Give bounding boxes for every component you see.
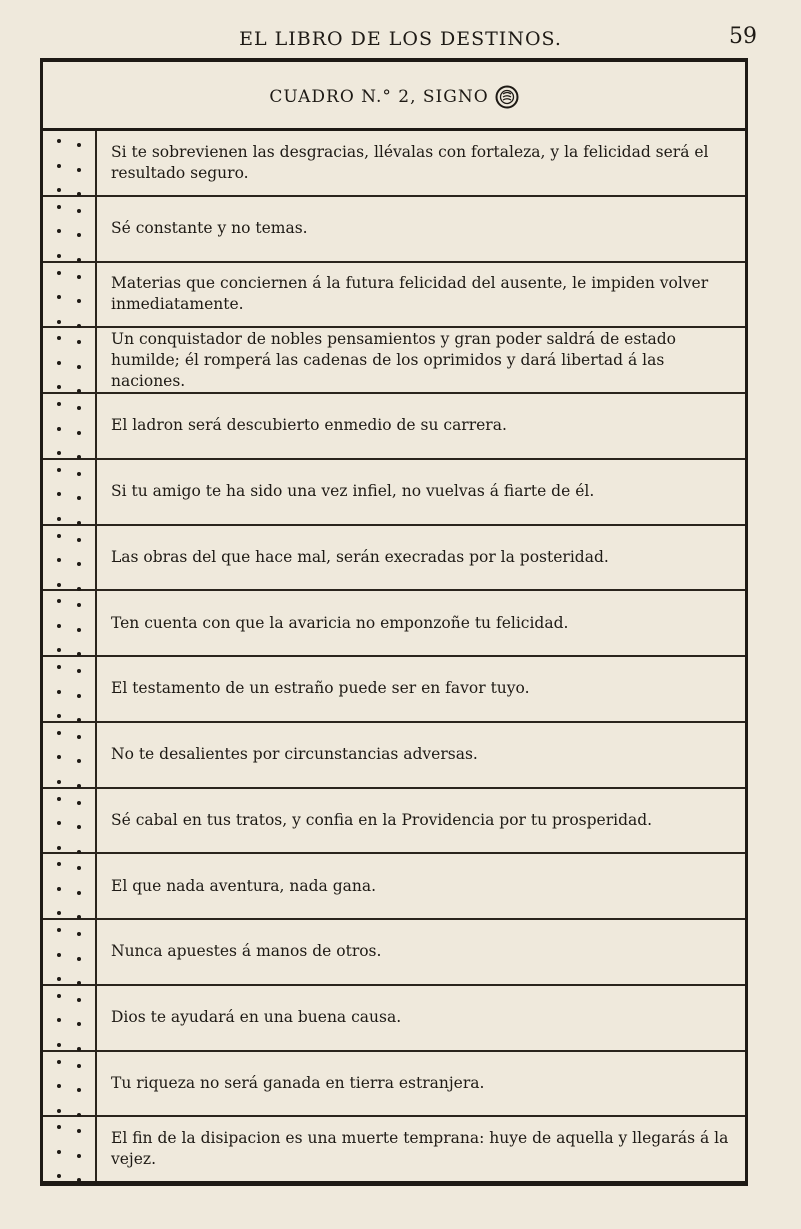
dot-mark [77, 209, 81, 213]
dot-mark [77, 233, 81, 237]
table-row [43, 460, 745, 526]
dot-mark [57, 427, 61, 431]
table-row [43, 1052, 745, 1118]
dot-mark [57, 755, 61, 759]
dot-mark [77, 801, 81, 805]
dot-mark [77, 1088, 81, 1092]
dot-mark [57, 385, 61, 389]
table-heading-text: CUADRO N.° 2, SIGNO [269, 87, 489, 107]
dot-mark [77, 998, 81, 1002]
prophecy-text: Las obras del que hace mal, serán execradas por la posteridad. [111, 547, 609, 566]
dot-mark [57, 164, 61, 168]
prophecy-text: No te desalientes por circunstancias adversas. [111, 745, 478, 764]
dot-pattern [43, 657, 97, 721]
dot-mark [77, 562, 81, 566]
table-row [43, 526, 745, 592]
dot-mark [57, 1018, 61, 1022]
table-row [43, 657, 745, 723]
dot-mark [57, 517, 61, 521]
dot-mark [77, 299, 81, 303]
dot-mark [57, 1043, 61, 1047]
dot-mark [57, 558, 61, 562]
dot-pattern [43, 591, 97, 655]
dot-mark [77, 431, 81, 435]
dot-pattern [43, 854, 97, 918]
table-row [43, 197, 745, 263]
dot-mark [57, 887, 61, 891]
dot-mark [77, 192, 81, 196]
dot-mark [57, 320, 61, 324]
dot-mark [77, 628, 81, 632]
running-title: EL LIBRO DE LOS DESTINOS. [239, 28, 562, 50]
dot-mark [57, 492, 61, 496]
prophecy-rows [43, 128, 745, 1181]
prophecy-text: Dios te ayudará en una buena causa. [111, 1008, 402, 1027]
dot-mark [57, 780, 61, 784]
dot-mark [77, 521, 81, 525]
dot-mark [57, 731, 61, 735]
dot-pattern [43, 328, 97, 392]
table-heading [43, 72, 745, 122]
dot-mark [77, 168, 81, 172]
dot-mark [57, 534, 61, 538]
dot-mark [77, 784, 81, 788]
dot-mark [77, 825, 81, 829]
dot-mark [57, 1084, 61, 1088]
dot-mark [77, 718, 81, 722]
dot-mark [57, 846, 61, 850]
table-row [43, 591, 745, 657]
dot-mark [57, 188, 61, 192]
dot-mark [57, 624, 61, 628]
dot-pattern [43, 1052, 97, 1116]
prophecy-text: Sé constante y no temas. [111, 219, 308, 238]
prophecy-text: Tu riqueza no será ganada en tierra estranjera. [111, 1073, 485, 1092]
dot-mark [57, 1109, 61, 1113]
dot-pattern [43, 394, 97, 458]
dot-mark [77, 694, 81, 698]
dot-pattern [43, 920, 97, 984]
zodiac-sign-icon [495, 85, 519, 109]
dot-mark [57, 336, 61, 340]
prophecy-text: Un conquistador de nobles pensamientos y gran poder saldrá de estado humilde; él romperá las cadenas de los oprimidos y dará libertad á las naciones. [111, 329, 677, 390]
dot-mark [77, 455, 81, 459]
dot-mark [77, 143, 81, 147]
dot-pattern [43, 526, 97, 590]
dot-mark [77, 1064, 81, 1068]
dot-mark [57, 361, 61, 365]
dot-mark [77, 759, 81, 763]
dot-mark [77, 406, 81, 410]
dot-mark [77, 957, 81, 961]
dot-mark [77, 866, 81, 870]
dot-mark [77, 981, 81, 985]
table-row [43, 328, 745, 394]
dot-pattern [43, 1117, 97, 1181]
dot-mark [77, 538, 81, 542]
dot-mark [77, 472, 81, 476]
dot-mark [57, 911, 61, 915]
dot-mark [77, 652, 81, 656]
dot-mark [57, 229, 61, 233]
prophecy-text: Ten cuenta con que la avaricia no emponzoñe tu felicidad. [111, 613, 569, 632]
dot-mark [77, 1047, 81, 1051]
dot-pattern [43, 131, 97, 195]
dot-mark [77, 735, 81, 739]
dot-mark [57, 953, 61, 957]
dot-mark [77, 496, 81, 500]
dot-mark [77, 275, 81, 279]
dot-mark [57, 205, 61, 209]
prophecy-text: Materias que conciernen á la futura felicidad del ausente, le impiden volver inmediatamente. [111, 274, 709, 314]
dot-mark [57, 1150, 61, 1154]
dot-mark [57, 583, 61, 587]
dot-mark [77, 1022, 81, 1026]
dot-mark [57, 1125, 61, 1129]
prophecy-text: Sé cabal en tus tratos, y confia en la Providencia por tu prosperidad. [111, 810, 653, 829]
prophecy-text: El ladron será descubierto enmedio de su carrera. [111, 416, 507, 435]
prophecy-text: Si te sobrevienen las desgracias, llévalas con fortaleza, y la felicidad será el resultado seguro. [111, 142, 709, 182]
running-head [0, 20, 801, 56]
prophecy-text: Nunca apuestes á manos de otros. [111, 942, 382, 961]
table-row [43, 263, 745, 329]
dot-mark [57, 928, 61, 932]
table-row [43, 789, 745, 855]
dot-mark [57, 994, 61, 998]
dot-mark [57, 402, 61, 406]
dot-mark [77, 1154, 81, 1158]
dot-mark [77, 850, 81, 854]
dot-mark [77, 891, 81, 895]
dot-pattern [43, 789, 97, 853]
dot-mark [77, 915, 81, 919]
prophecy-text: El testamento de un estraño puede ser en favor tuyo. [111, 679, 530, 698]
dot-mark [57, 797, 61, 801]
dot-mark [77, 1129, 81, 1133]
dot-pattern [43, 986, 97, 1050]
dot-mark [77, 324, 81, 328]
dot-mark [77, 389, 81, 393]
dot-pattern [43, 263, 97, 327]
dot-mark [77, 932, 81, 936]
dot-mark [77, 365, 81, 369]
dot-mark [57, 1060, 61, 1064]
table-row [43, 394, 745, 460]
dot-pattern [43, 723, 97, 787]
dot-mark [57, 665, 61, 669]
dot-mark [57, 139, 61, 143]
dot-mark [57, 690, 61, 694]
table-row [43, 131, 745, 197]
dot-mark [57, 468, 61, 472]
dot-mark [57, 821, 61, 825]
dot-mark [57, 271, 61, 275]
prophecy-text: El que nada aventura, nada gana. [111, 876, 377, 895]
destiny-table [40, 58, 748, 1186]
dot-mark [57, 254, 61, 258]
table-row [43, 1117, 745, 1181]
dot-mark [57, 295, 61, 299]
prophecy-text: El fin de la disipacion es una muerte temprana: huye de aquella y llegarás á la vejez. [111, 1129, 729, 1169]
dot-mark [57, 1174, 61, 1178]
dot-pattern [43, 197, 97, 261]
table-row [43, 723, 745, 789]
dot-mark [77, 669, 81, 673]
dot-pattern [43, 460, 97, 524]
dot-mark [77, 587, 81, 591]
dot-mark [57, 714, 61, 718]
dot-mark [57, 599, 61, 603]
page-number: 59 [729, 24, 757, 49]
dot-mark [77, 258, 81, 262]
dot-mark [57, 977, 61, 981]
table-row [43, 920, 745, 986]
dot-mark [77, 340, 81, 344]
dot-mark [77, 1178, 81, 1182]
dot-mark [57, 451, 61, 455]
table-row [43, 854, 745, 920]
dot-mark [57, 862, 61, 866]
dot-mark [77, 603, 81, 607]
dot-mark [77, 1113, 81, 1117]
prophecy-text: Si tu amigo te ha sido una vez infiel, no vuelvas á fiarte de él. [111, 482, 595, 501]
table-row [43, 986, 745, 1052]
dot-mark [57, 648, 61, 652]
